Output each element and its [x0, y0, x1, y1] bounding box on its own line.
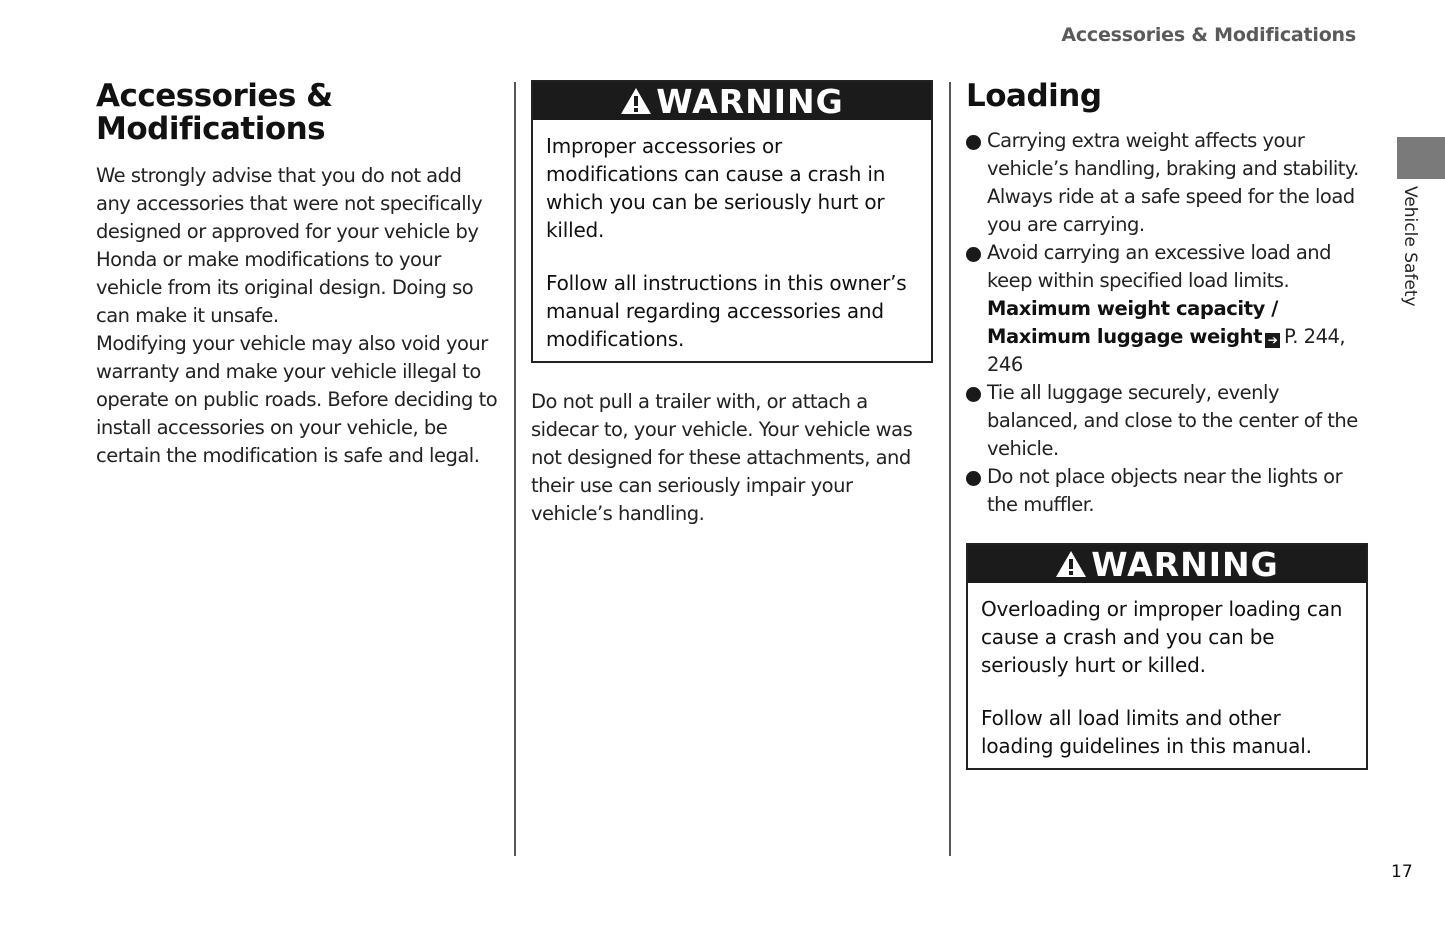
chapter-tab-label: Vehicle Safety: [1400, 186, 1420, 307]
list-item: Do not place objects near the lights or the muffler.: [966, 463, 1368, 519]
body-paragraph: Modifying your vehicle may also void your warranty and make your vehicle illegal to operate on public roads. Before deciding to install accessories on your vehicle, be certain the modification is safe and legal.: [96, 332, 498, 467]
page-reference-link[interactable]: Maximum weight capacity / Maximum luggage weight ➔ P. 244, 246: [987, 297, 1346, 376]
warning-text: Follow all instructions in this owner’s manual regarding accessories and modifications.: [546, 271, 907, 351]
bullet-icon: [966, 247, 981, 262]
loading-bullet-list: [966, 127, 1368, 519]
column-divider: [514, 82, 516, 856]
column-accessories: [96, 80, 501, 470]
section-title: Accessories & Modifications: [96, 78, 333, 147]
section-title: Loading: [966, 78, 1102, 114]
warning-triangle-icon: [1055, 550, 1087, 578]
bullet-icon: [966, 471, 981, 486]
body-paragraph: We strongly advise that you do not add any accessories that were not specifically designed or approved for your vehicle by Honda or make modifications to your vehicle from its original design. Doing so can make it unsafe.: [96, 164, 483, 327]
warning-text: Improper accessories or modifications can cause a crash in which you can be seriously hurt or killed.: [546, 134, 886, 242]
running-header: Accessories & Modifications: [1061, 24, 1356, 46]
column-divider: [949, 82, 951, 856]
warning-body: [968, 583, 1366, 768]
body-paragraph: Do not pull a trailer with, or attach a sidecar to, your vehicle. Your vehicle was not designed for these attachments, and their use can seriously impair your vehicle’s handling.: [531, 390, 913, 525]
bullet-icon: [966, 135, 981, 150]
page-reference-arrow-icon: ➔: [1265, 333, 1280, 348]
warning-text: Overloading or improper loading can cause a crash and you can be seriously hurt or killed.: [981, 597, 1343, 677]
warning-text: Follow all load limits and other loading guidelines in this manual.: [981, 706, 1312, 758]
warning-box: [966, 543, 1368, 770]
list-item: Tie all luggage securely, evenly balanced, and close to the center of the vehicle.: [966, 379, 1368, 463]
warning-label: WARNING: [656, 81, 844, 121]
warning-box: [531, 80, 933, 363]
chapter-tab[interactable]: [1397, 137, 1445, 179]
warning-body: [533, 120, 931, 361]
page-number: 17: [1391, 862, 1413, 882]
list-item: Carrying extra weight affects your vehicle’s handling, braking and stability. Always ride at a safe speed for the load you are carrying.: [966, 127, 1368, 239]
column-warning-accessories: [531, 80, 933, 528]
warning-header: [533, 82, 931, 120]
warning-header: [968, 545, 1366, 583]
column-loading: [966, 80, 1368, 770]
warning-triangle-icon: [620, 87, 652, 115]
bullet-icon: [966, 387, 981, 402]
warning-label: WARNING: [1091, 544, 1279, 584]
list-item: Avoid carrying an excessive load and keep within specified load limits. Maximum weight capacity / Maximum luggage weight ➔ P. 244, 246: [966, 239, 1368, 379]
